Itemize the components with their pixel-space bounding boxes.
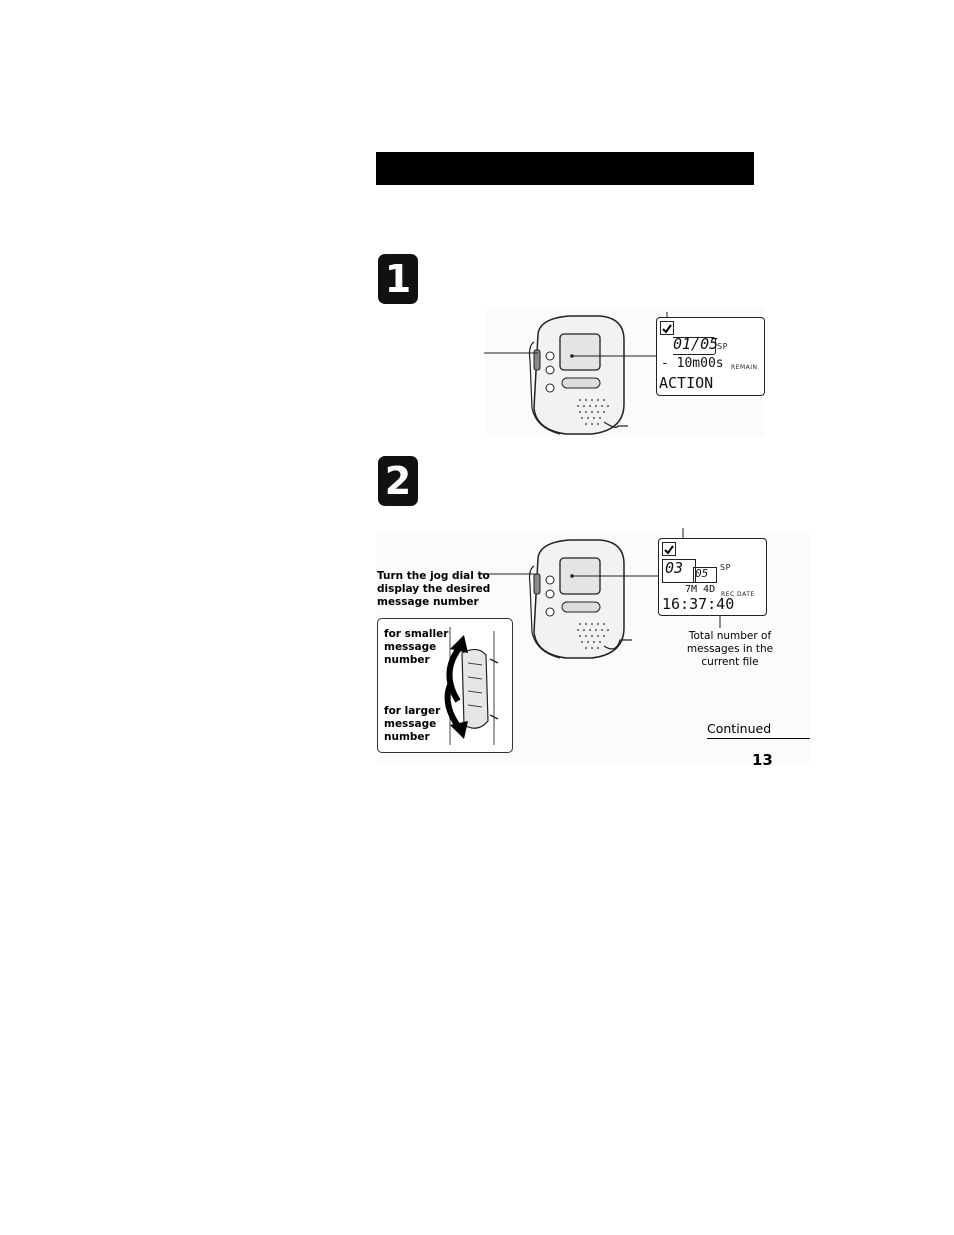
remaining-time: - 10m00s [661, 356, 724, 371]
smaller-caption-line: for smaller [384, 628, 449, 640]
larger-caption [384, 705, 440, 744]
recording-time: 16:37:40 [662, 595, 735, 613]
step-1-leader-lines [480, 310, 680, 390]
smaller-caption-line: number [384, 654, 430, 666]
larger-caption-line: message [384, 718, 437, 730]
check-mark-icon [662, 542, 676, 556]
step-1-number: 1 [384, 257, 412, 301]
section-header-bar [376, 152, 754, 185]
total-messages-caption [680, 630, 780, 669]
larger-caption-line: number [384, 731, 430, 743]
total-caption-line: messages in the [686, 643, 774, 655]
rec-date-label: REC DATE [721, 591, 755, 598]
continued-label: Continued [707, 721, 772, 736]
message-counter: 01/05 [673, 335, 719, 353]
total-caption-line: current file [701, 656, 759, 668]
sp-mode-label: SP [717, 342, 728, 351]
step-2-number: 2 [384, 459, 412, 503]
lcd-display-2 [658, 538, 767, 616]
jog-dial-inset [377, 618, 513, 753]
file-name: ACTION [659, 374, 714, 392]
jog-dial-caption-line: Turn the jog dial to [377, 570, 490, 582]
step-2-badge [378, 456, 418, 506]
page-number: 13 [752, 751, 773, 769]
sp-mode-label: SP [720, 563, 731, 572]
check-mark-icon [660, 321, 674, 335]
remain-label: REMAIN [731, 364, 758, 371]
larger-caption-line: for larger [384, 705, 441, 717]
jog-dial-icon [434, 625, 508, 747]
recording-date: 7M 4D [685, 584, 716, 595]
total-message-number: 05 [695, 567, 709, 580]
jog-dial-caption-line: message number [377, 596, 479, 608]
jog-dial-caption [377, 570, 490, 609]
step-1-badge [378, 254, 418, 304]
smaller-caption-line: message [384, 641, 437, 653]
total-caption-line: Total number of [688, 630, 772, 642]
jog-dial-caption-line: display the desired [377, 583, 491, 595]
current-message-number: 03 [665, 559, 684, 577]
continued-underline [707, 738, 810, 739]
lcd-display-1 [656, 317, 765, 396]
